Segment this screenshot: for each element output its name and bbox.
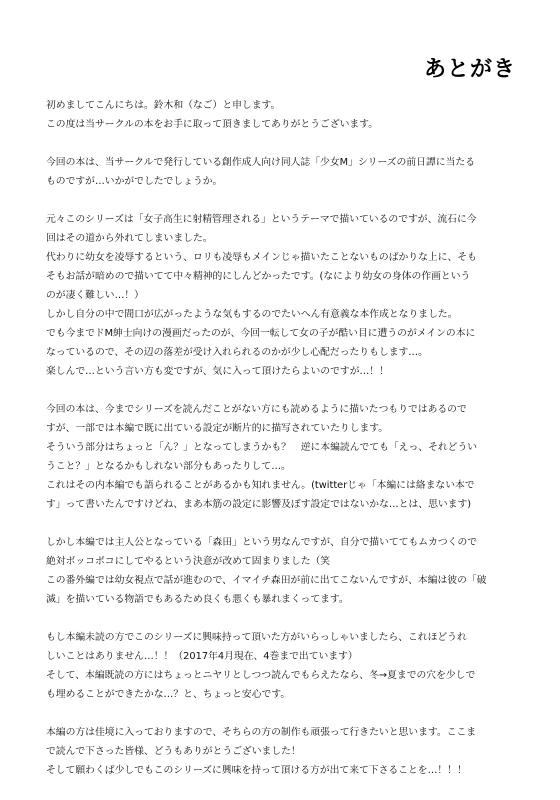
text-line: も埋めることができたかな…？と、ちょっと安心です。	[46, 689, 291, 700]
text-line: 代わりに幼女を凌辱するという、ロリも凌辱もメインじゃ描いたことないものばかりな上に、そも	[46, 252, 477, 263]
afterword-body	[46, 96, 518, 799]
text-line: この番外編では幼女視点で話が進むので、イマイチ森田が前に出てこないんですが、本編は彼の「破	[46, 575, 487, 586]
paragraph	[46, 210, 518, 381]
text-line: す」って書いたんですけどね、まあ本筋の設定に影響及ぼす設定ではないかな…とは、思います)	[46, 499, 472, 510]
paragraph	[46, 400, 518, 514]
text-line: もし本編未読の方でこのシリーズに興味持って頂いた方がいらっしゃいましたら、これほどうれ	[46, 632, 467, 643]
text-line: うこと？」となるかもしれない部分もあったりして…。	[46, 461, 291, 472]
paragraph	[46, 628, 518, 704]
text-line: 本編の方は佳境に入っておりますので、そちらの方の制作も頑張って行きたいと思います。ここま	[46, 727, 477, 738]
text-line: でも今までドM紳士向けの漫画だったのが、今回一転して女の子が酷い目に遭うのがメインの本に	[46, 328, 476, 339]
text-line: のが凄く難しい…！）	[46, 290, 144, 301]
text-line: そして願わくば少しでもこのシリーズに興味を持って頂ける方が出て来て下さることを…！！！	[46, 765, 467, 776]
text-line: この度は当サークルの本をお手に取って頂きましてありがとうございます。	[46, 119, 379, 130]
text-line: 初めましてこんにちは。鈴木和（なご）と申します。	[46, 100, 281, 111]
paragraph	[46, 533, 518, 609]
paragraph	[46, 723, 518, 780]
text-line: しかし本編では主人公となっている「森田」という男なんですが、自分で描いててもムカつくので	[46, 537, 478, 548]
text-line: 回はその道から外れてしまいました。	[46, 233, 213, 244]
text-line: 元々このシリーズは「女子高生に射精管理される」というテーマで描いているのですが、流石に今	[46, 214, 477, 225]
text-line: そもお話が暗めので描いてて中々精神的にしんどかったです。(なにより幼女の身体の作画という	[46, 271, 471, 282]
text-line: そして、本編既読の方にはちょっとニヤリとしつつ読んでもらえたなら、冬→夏までの穴を少しで	[46, 670, 476, 681]
paragraph	[46, 153, 518, 191]
text-line: で読んで下さった皆様、どうもありがとうございました！	[46, 746, 301, 757]
paragraph	[46, 96, 518, 134]
text-line: なっているので、その辺の落差が受け入れられるのかが少し心配だったりもします…。	[46, 347, 428, 358]
text-line: ものですが…いかがでしたでしょうか。	[46, 176, 223, 187]
text-line: 絶対ボッコボコにしてやるという決意が改めて固まりました（笑	[46, 556, 331, 567]
text-line: 今回の本は、当サークルで発行している創作成人向け同人誌「少女M」シリーズの前日譚に当たる	[46, 157, 475, 168]
text-line: しかし自分の中で間口が広がったような気もするのでたいへん有意義な本作成となりました。	[46, 309, 458, 320]
text-line: 滅」を描いている物語でもあるため良くも悪くも暴れまくってます。	[46, 594, 349, 605]
text-line: そういう部分はちょっと「ん？」となってしまうかも？ 逆に本編読んでても「えっ、それどうい	[46, 442, 478, 453]
text-line: しいことはありません…！！（2017年4月現在、4巻まで出ています）	[46, 651, 358, 662]
text-line: これはその内本編でも語られることがあるかも知れません。(twitterじゃ「本編には絡まない本で	[46, 480, 475, 491]
text-line: すが、一部では本編で既に出ている設定が断片的に描写されていたりします。	[46, 423, 389, 434]
text-line: 今回の本は、今までシリーズを読んだことがない方にも読めるように描いたつもりではあるので	[46, 404, 467, 415]
page-title: あとがき	[423, 57, 516, 82]
text-line: 楽しんで…という言い方も変ですが、気に入って頂けたらよいのですが…！！	[46, 366, 389, 377]
